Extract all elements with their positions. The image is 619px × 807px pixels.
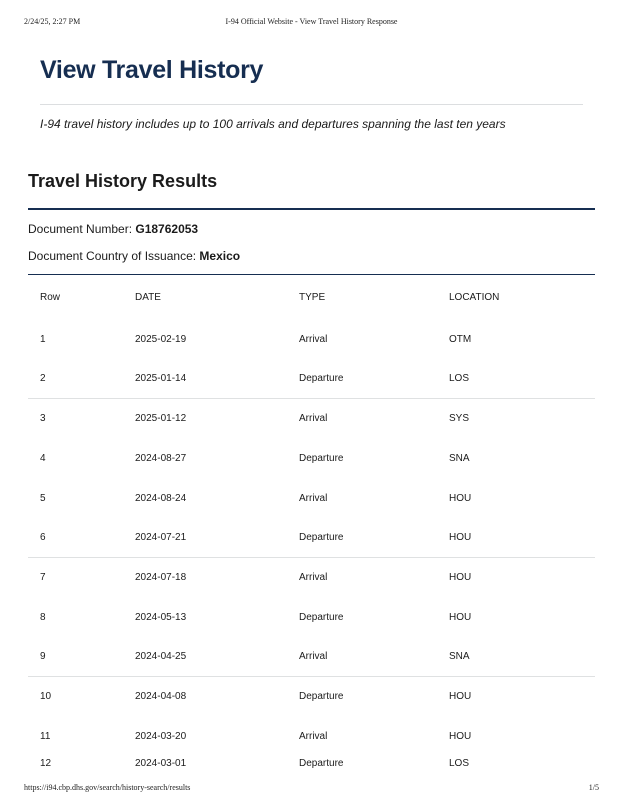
cell-type: Arrival bbox=[299, 651, 328, 662]
cell-location: HOU bbox=[449, 572, 472, 583]
table-row bbox=[0, 572, 619, 586]
document-country bbox=[28, 249, 240, 263]
cell-date: 2025-02-19 bbox=[135, 334, 187, 345]
row-separator bbox=[28, 398, 595, 399]
cell-location: LOS bbox=[449, 373, 470, 384]
row-separator bbox=[28, 676, 595, 677]
cell-location: LOS bbox=[449, 758, 470, 769]
cell-type: Departure bbox=[299, 612, 344, 623]
cell-row: 2 bbox=[40, 373, 46, 384]
cell-location: HOU bbox=[449, 691, 472, 702]
document-number-label: Document Number: bbox=[28, 222, 136, 236]
cell-location: HOU bbox=[449, 532, 472, 543]
cell-row: 9 bbox=[40, 651, 46, 662]
cell-row: 4 bbox=[40, 453, 46, 464]
cell-row: 3 bbox=[40, 413, 46, 424]
title-divider bbox=[40, 104, 583, 105]
document-country-label: Document Country of Issuance: bbox=[28, 249, 200, 263]
print-footer bbox=[24, 783, 599, 795]
column-header-location: LOCATION bbox=[449, 292, 500, 303]
table-row bbox=[0, 532, 619, 546]
cell-type: Departure bbox=[299, 532, 344, 543]
cell-type: Departure bbox=[299, 453, 344, 464]
column-header-row: Row bbox=[40, 292, 61, 303]
cell-date: 2024-07-21 bbox=[135, 532, 187, 543]
cell-date: 2024-07-18 bbox=[135, 572, 187, 583]
cell-location: SNA bbox=[449, 651, 470, 662]
cell-date: 2024-03-20 bbox=[135, 731, 187, 742]
document-country-value: Mexico bbox=[199, 249, 241, 263]
results-title: Travel History Results bbox=[28, 171, 218, 191]
column-header-type: TYPE bbox=[299, 292, 326, 303]
table-top-divider bbox=[28, 274, 595, 275]
cell-row: 11 bbox=[40, 731, 51, 742]
cell-row: 12 bbox=[40, 758, 52, 769]
cell-date: 2025-01-12 bbox=[135, 413, 187, 424]
cell-row: 10 bbox=[40, 691, 52, 702]
cell-type: Arrival bbox=[299, 731, 328, 742]
cell-location: SNA bbox=[449, 453, 470, 464]
table-row bbox=[0, 758, 619, 772]
table-row bbox=[0, 373, 619, 387]
cell-date: 2024-04-25 bbox=[135, 651, 187, 662]
cell-row: 1 bbox=[40, 334, 46, 345]
cell-row: 6 bbox=[40, 532, 46, 543]
cell-location: OTM bbox=[449, 334, 472, 345]
table-row bbox=[0, 731, 619, 745]
cell-row: 8 bbox=[40, 612, 46, 623]
cell-type: Arrival bbox=[299, 493, 328, 504]
results-divider bbox=[28, 208, 595, 210]
table-row bbox=[0, 493, 619, 507]
cell-row: 5 bbox=[40, 493, 46, 504]
cell-location: HOU bbox=[449, 612, 472, 623]
cell-date: 2024-03-01 bbox=[135, 758, 187, 769]
row-separator bbox=[28, 557, 595, 558]
table-row bbox=[0, 413, 619, 427]
cell-type: Arrival bbox=[299, 572, 328, 583]
print-url: https://i94.cbp.dhs.gov/search/history-search/results bbox=[24, 783, 191, 792]
intro-text: I-94 travel history includes up to 100 arrivals and departures spanning the last ten years bbox=[40, 117, 506, 131]
cell-type: Departure bbox=[299, 373, 344, 384]
document-number bbox=[28, 222, 198, 236]
page-title: View Travel History bbox=[40, 56, 264, 84]
print-date: 2/24/25, 2:27 PM bbox=[24, 17, 81, 26]
cell-date: 2024-08-24 bbox=[135, 493, 187, 504]
cell-location: HOU bbox=[449, 731, 472, 742]
cell-type: Departure bbox=[299, 758, 344, 769]
table-row bbox=[0, 453, 619, 467]
document-number-value: G18762053 bbox=[135, 222, 199, 236]
cell-date: 2024-04-08 bbox=[135, 691, 187, 702]
cell-type: Arrival bbox=[299, 413, 328, 424]
cell-date: 2025-01-14 bbox=[135, 373, 187, 384]
cell-row: 7 bbox=[40, 572, 46, 583]
table-row bbox=[0, 651, 619, 665]
cell-location: HOU bbox=[449, 493, 472, 504]
cell-type: Arrival bbox=[299, 334, 328, 345]
cell-location: SYS bbox=[449, 413, 470, 424]
table-row bbox=[0, 612, 619, 626]
print-page-title: I-94 Official Website - View Travel History Response bbox=[225, 17, 398, 26]
print-page-number: 1/5 bbox=[588, 783, 599, 792]
table-row bbox=[0, 334, 619, 348]
cell-type: Departure bbox=[299, 691, 344, 702]
column-header-date: DATE bbox=[135, 292, 161, 303]
cell-date: 2024-05-13 bbox=[135, 612, 187, 623]
table-row bbox=[0, 691, 619, 705]
cell-date: 2024-08-27 bbox=[135, 453, 187, 464]
print-header bbox=[24, 17, 599, 29]
